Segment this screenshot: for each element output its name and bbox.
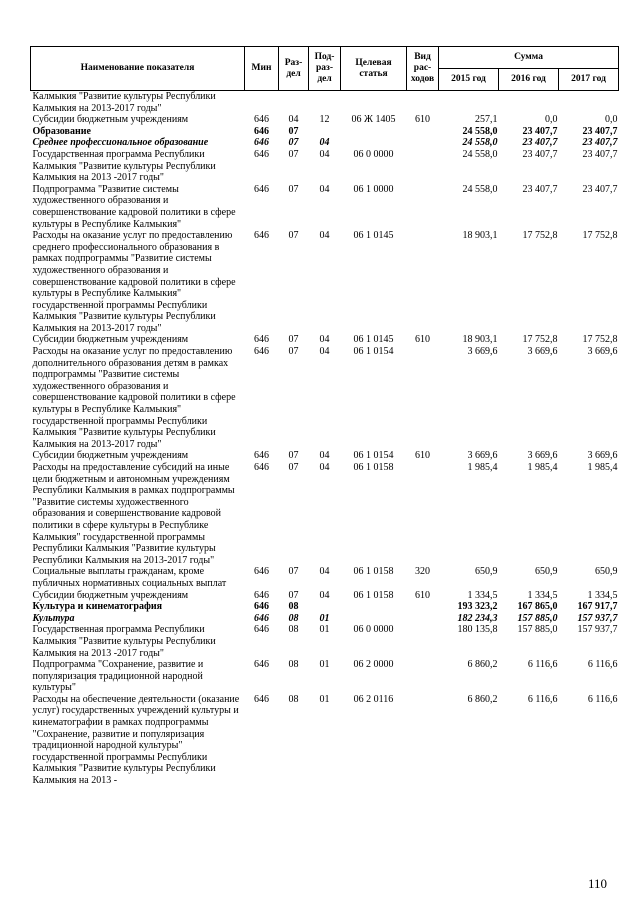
row-vid: 320 (415, 566, 430, 578)
row-name: Культура и кинематография (32, 601, 163, 613)
row-min: 646 (254, 450, 269, 462)
row-sum-2016: 1 334,5 (527, 589, 558, 601)
row-sum-2015: 3 669,6 (467, 450, 498, 462)
row-razdel: 07 (288, 450, 299, 462)
row-sum-2016: 6 116,6 (527, 659, 558, 671)
row-sum-2015: 24 558,0 (462, 125, 498, 137)
row-vid (407, 659, 439, 694)
row-vid (407, 149, 439, 184)
row-podrazdel: 04 (319, 462, 330, 473)
row-sum-2017: 1 334,5 (587, 589, 618, 601)
header-2017: 2017 год (559, 69, 619, 91)
budget-table-sheet (30, 46, 618, 787)
header-vid: Вид рас-ходов (407, 47, 439, 91)
row-razdel: 07 (288, 346, 299, 358)
row-min: 646 (254, 566, 269, 578)
table-header (31, 47, 619, 91)
row-sum-2017: 6 116,6 (587, 693, 618, 705)
table-row (31, 590, 619, 602)
row-min: 646 (254, 612, 269, 624)
row-podrazdel: 04 (319, 183, 330, 195)
row-vid (407, 126, 439, 138)
table-row (31, 334, 619, 346)
row-podrazdel: 04 (319, 566, 330, 578)
row-target: 06 1 0158 (353, 462, 394, 473)
row-podrazdel: 04 (319, 334, 330, 346)
row-sum-2017: 23 407,7 (582, 183, 618, 195)
row-sum-2017: 650,9 (595, 566, 618, 578)
row-min: 646 (254, 148, 269, 160)
row-razdel: 04 (288, 114, 299, 126)
table-row (31, 659, 619, 694)
row-podrazdel: 12 (319, 114, 330, 126)
table-body (31, 91, 619, 787)
row-sum-2016: 3 669,6 (527, 450, 558, 462)
row-sum-2016: 157 885,0 (517, 624, 558, 636)
row-podrazdel: 04 (319, 148, 330, 160)
row-sum-2015: 18 903,1 (462, 230, 498, 242)
table-row (31, 450, 619, 462)
row-vid: 610 (415, 589, 430, 601)
header-sum: Сумма (439, 47, 619, 69)
row-vid (407, 601, 439, 613)
row-sum-2017: 3 669,6 (587, 450, 618, 462)
row-sum-2015: 180 135,8 (457, 624, 498, 636)
table-row (31, 126, 619, 138)
table-row (31, 91, 619, 115)
row-razdel: 07 (288, 462, 299, 473)
row-sum-2015: 193 323,2 (457, 601, 498, 613)
table-row (31, 613, 619, 625)
row-name: Государственная программа Республики Калмыкия "Развитие культуры Республики Калмыкия на 2013 -2017 годы" (32, 148, 216, 184)
row-podrazdel: 01 (319, 659, 330, 671)
row-sum-2017: 3 669,6 (587, 346, 618, 358)
row-name: Образование (32, 125, 91, 137)
row-sum-2016: 6 116,6 (527, 693, 558, 705)
row-podrazdel: 01 (319, 612, 330, 624)
row-sum-2017: 17 752,8 (582, 230, 618, 242)
row-sum-2016: 23 407,7 (522, 148, 558, 160)
row-target: 06 2 0116 (353, 693, 394, 705)
row-min: 646 (254, 462, 269, 473)
row-min: 646 (254, 693, 269, 705)
row-sum-2017: 23 407,7 (582, 125, 618, 137)
page-number: 110 (588, 876, 608, 891)
row-vid (407, 613, 439, 625)
table-row (31, 462, 619, 566)
row-target (341, 137, 407, 149)
table-row (31, 566, 619, 589)
row-name: Субсидии бюджетным учреждениям (32, 334, 189, 346)
row-podrazdel: 04 (319, 450, 330, 462)
row-min: 646 (254, 230, 269, 242)
row-sum-2015: 257,1 (475, 114, 498, 126)
row-podrazdel (309, 601, 341, 613)
row-sum-2015: 1 985,4 (467, 462, 498, 473)
row-name: Расходы на оказание услуг по предоставлению среднего профессионального образования в рамках подпрограммы "Развитие системы художественного образования и совершенствование кадровой политики в сфере культуры в Республике Калмыкия" государственной программы Республики Калмыкия "Развитие культуры Республики Калмыкия на 2013-2017 годы" (32, 230, 236, 334)
row-min: 646 (254, 601, 269, 613)
table-row (31, 346, 619, 450)
table-row (31, 149, 619, 184)
row-razdel: 08 (288, 612, 299, 624)
row-name: Субсидии бюджетным учреждениям (32, 114, 189, 126)
row-sum-2016: 0,0 (545, 114, 558, 126)
row-name: Субсидии бюджетным учреждениям (32, 589, 189, 601)
row-sum-2016: 167 865,0 (517, 601, 558, 613)
row-name: Расходы на предоставление субсидий на иные цели бюджетным и автономным учреждениям Республики Калмыкия в рамках подпрограммы "Развитие системы художественного образования и совершенствование кадровой политики в сфере культуры в Республике Калмыкия" государственной программы Республики Калмыкия "Развитие культуры Республики Калмыкия на 2013-2017 годы" (32, 462, 235, 566)
row-sum-2016: 157 885,0 (517, 612, 558, 624)
row-razdel: 07 (288, 334, 299, 346)
row-sum-2015: 6 860,2 (467, 659, 498, 671)
row-razdel: 07 (288, 125, 299, 137)
row-vid (407, 462, 439, 566)
budget-table (30, 46, 619, 787)
row-min: 646 (254, 624, 269, 636)
row-min: 646 (254, 346, 269, 358)
header-target: Целевая статья (341, 47, 407, 91)
row-sum-2015: 24 558,0 (462, 183, 498, 195)
row-podrazdel: 04 (319, 346, 330, 358)
row-sum-2016: 17 752,8 (522, 230, 558, 242)
row-sum-2015: 1 334,5 (467, 589, 498, 601)
row-name: Государственная программа Республики Калмыкия "Развитие культуры Республики Калмыкия на 2013 -2017 годы" (32, 624, 216, 659)
row-min: 646 (254, 125, 269, 137)
row-podrazdel: 04 (319, 230, 330, 242)
row-podrazdel: 01 (319, 624, 330, 636)
row-podrazdel: 01 (319, 693, 330, 705)
row-razdel: 08 (288, 624, 299, 636)
row-sum-2017: 0,0 (605, 114, 618, 126)
row-name: Социальные выплаты гражданам, кроме публичных нормативных социальных выплат (32, 566, 227, 589)
row-target: 06 0 0000 (353, 148, 394, 160)
row-name: Субсидии бюджетным учреждениям (32, 450, 189, 462)
row-podrazdel: 04 (319, 589, 330, 601)
row-target: 06 1 0000 (353, 183, 394, 195)
row-min: 646 (254, 137, 269, 149)
row-sum-2017: 167 917,7 (577, 601, 618, 613)
header-razdel: Раз-дел (279, 47, 309, 91)
row-razdel: 08 (288, 601, 299, 613)
row-vid (407, 230, 439, 334)
row-min: 646 (254, 183, 269, 195)
table-row (31, 114, 619, 126)
row-sum-2016: 23 407,7 (522, 183, 558, 195)
row-target (341, 91, 407, 115)
row-target: 06 1 0145 (353, 334, 394, 346)
row-target: 06 0 0000 (353, 624, 394, 636)
row-target: 06 1 0158 (353, 566, 394, 578)
row-sum-2016: 17 752,8 (522, 334, 558, 346)
row-sum-2016: 3 669,6 (527, 346, 558, 358)
row-min: 646 (254, 114, 269, 126)
row-target: 06 2 0000 (353, 659, 394, 671)
row-razdel: 08 (288, 659, 299, 671)
row-sum-2015: 650,9 (475, 566, 498, 578)
row-sum-2017: 1 985,4 (587, 462, 618, 473)
row-sum-2015: 3 669,6 (467, 346, 498, 358)
row-sum-2016: 23 407,7 (522, 137, 558, 149)
table-row (31, 184, 619, 230)
row-target: 06 1 0154 (353, 450, 394, 462)
table-row (31, 624, 619, 659)
row-vid (407, 137, 439, 149)
row-vid (407, 346, 439, 450)
row-name: Среднее профессиональное образование (32, 137, 209, 149)
row-razdel (279, 91, 309, 115)
header-podrazdel: Под-раз-дел (309, 47, 341, 91)
row-sum-2017: 157 937,7 (577, 624, 618, 636)
row-razdel: 07 (288, 183, 299, 195)
row-podrazdel (309, 91, 341, 115)
row-target: 06 1 0158 (353, 589, 394, 601)
table-row (31, 137, 619, 149)
row-razdel: 07 (288, 566, 299, 578)
header-2016: 2016 год (499, 69, 559, 91)
table-row (31, 694, 619, 787)
row-razdel: 07 (288, 589, 299, 601)
row-min: 646 (254, 334, 269, 346)
header-2015: 2015 год (439, 69, 499, 91)
row-razdel: 08 (288, 693, 299, 705)
row-name: Расходы на обеспечение деятельности (оказание услуг) государственных учреждений культуры и кинематографии в рамках подпрограммы "Сохранение, развитие и популяризация традиционной народной культуры" государственной программы Республики Калмыкия "Развитие культуры Республики Калмыкия на 2013 - (32, 693, 240, 787)
row-sum-2015 (439, 91, 499, 115)
row-sum-2017: 6 116,6 (587, 659, 618, 671)
row-min (245, 91, 279, 115)
row-sum-2015: 18 903,1 (462, 334, 498, 346)
row-vid (407, 184, 439, 230)
row-sum-2016: 23 407,7 (522, 125, 558, 137)
row-sum-2017: 23 407,7 (582, 137, 618, 149)
row-target: 06 1 0145 (353, 230, 394, 242)
header-min: Мин (245, 47, 279, 91)
row-podrazdel (309, 126, 341, 138)
row-vid (407, 624, 439, 659)
table-row (31, 230, 619, 334)
row-podrazdel: 04 (319, 137, 330, 149)
row-sum-2015: 182 234,3 (457, 612, 498, 624)
row-razdel: 07 (288, 137, 299, 149)
row-sum-2017: 157 937,7 (577, 612, 618, 624)
row-sum-2015: 24 558,0 (462, 148, 498, 160)
row-sum-2016: 1 985,4 (527, 462, 558, 473)
row-sum-2016 (499, 91, 559, 115)
row-sum-2015: 24 558,0 (462, 137, 498, 149)
row-razdel: 07 (288, 148, 299, 160)
row-target (341, 126, 407, 138)
row-target (341, 613, 407, 625)
row-target (341, 601, 407, 613)
table-row (31, 601, 619, 613)
row-target: 06 1 0154 (353, 346, 394, 358)
row-sum-2017: 23 407,7 (582, 148, 618, 160)
row-vid: 610 (415, 334, 430, 346)
row-name: Подпрограмма "Развитие системы художественного образования и совершенствование кадровой политики в сфере культуры в Республике Калмыкия" (32, 183, 236, 230)
row-sum-2016: 650,9 (535, 566, 558, 578)
header-name: Наименование показателя (31, 47, 245, 91)
row-sum-2017 (559, 91, 619, 115)
row-sum-2015: 6 860,2 (467, 693, 498, 705)
row-name: Культура (32, 612, 75, 624)
row-name: Подпрограмма "Сохранение, развитие и популяризация традиционной народной культуры" (32, 659, 204, 694)
row-min: 646 (254, 589, 269, 601)
row-vid: 610 (415, 114, 430, 126)
row-min: 646 (254, 659, 269, 671)
row-vid (407, 91, 439, 115)
row-vid (407, 694, 439, 787)
row-razdel: 07 (288, 230, 299, 242)
row-sum-2017: 17 752,8 (582, 334, 618, 346)
row-target: 06 Ж 1405 (351, 114, 396, 126)
row-vid: 610 (415, 450, 430, 462)
row-name: Расходы на оказание услуг по предоставлению дополнительного образования детям в рамках подпрограммы "Развитие системы художественного образования и совершенствование кадровой политики в сфере культуры в Республике Калмыкия" государственной программы Республики Калмыкия "Развитие культуры Республики Калмыкия на 2013-2017 годы" (32, 346, 236, 450)
row-name: Калмыкия "Развитие культуры Республики Калмыкия на 2013-2017 годы" (32, 91, 216, 114)
